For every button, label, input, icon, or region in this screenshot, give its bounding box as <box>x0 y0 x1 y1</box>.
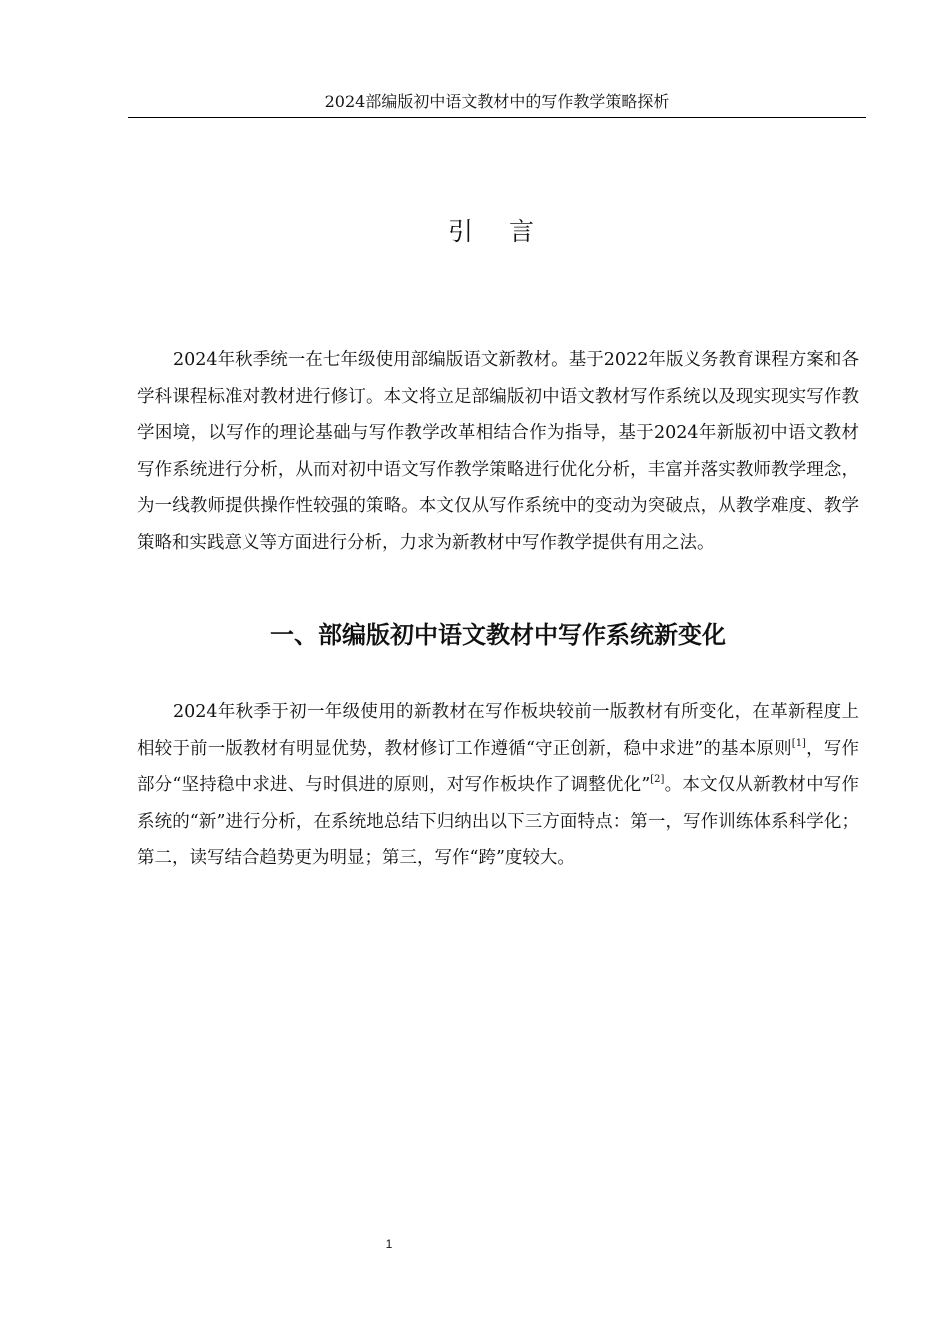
paragraph-text: 2024年秋季于初一年级使用的新教材在写作板块较前一版教材有所变化，在革新程度上相较于前一版教材有明显优势，教材修订工作遵循“守正创新，稳中求进”的基本原则 <box>137 702 859 759</box>
paragraph-text: 。本文仅从新教材中写作系统的“新”进行分析，在系统地总结下归纳出以下三方面特点：第一，写作训练体系科学化；第二，读写结合趋势更为明显；第三，写作“跨”度较大。 <box>137 775 859 868</box>
citation-ref[interactable]: [2] <box>650 774 665 785</box>
intro-paragraph: 2024年秋季统一在七年级使用部编版语文新教材。基于2022年版义务教育课程方案和各学科课程标准对教材进行修订。本文将立足部编版初中语文教材写作系统以及现实现实写作教学困境，以写作的理论基础与写作教学改革相结合作为指导，基于2024年新版初中语文教材写作系统进行分析，从而对初中语文写作教学策略进行优化分析，丰富并落实教师教学理念，为一线教师提供操作性较强的策略。本文仅从写作系统中的变动为突破点，从教学难度、教学策略和实践意义等方面进行分析，力求为新教材中写作教学提供有用之法。 <box>137 350 859 553</box>
section-heading: 一、部编版初中语文教材中写作系统新变化 <box>270 621 726 649</box>
citation-ref[interactable]: [1] <box>791 737 806 749</box>
section-paragraph <box>137 694 859 877</box>
paragraph-text: ，写作部分“坚持稳中求进、与时俱进的原则，对写作板块作了调整优化” <box>137 738 860 795</box>
page-number: 1 <box>385 1237 393 1251</box>
intro-title: 引 言 <box>448 217 548 246</box>
running-header: 2024部编版初中语文教材中的写作教学策略探析 <box>324 92 670 111</box>
header-divider <box>128 117 866 118</box>
